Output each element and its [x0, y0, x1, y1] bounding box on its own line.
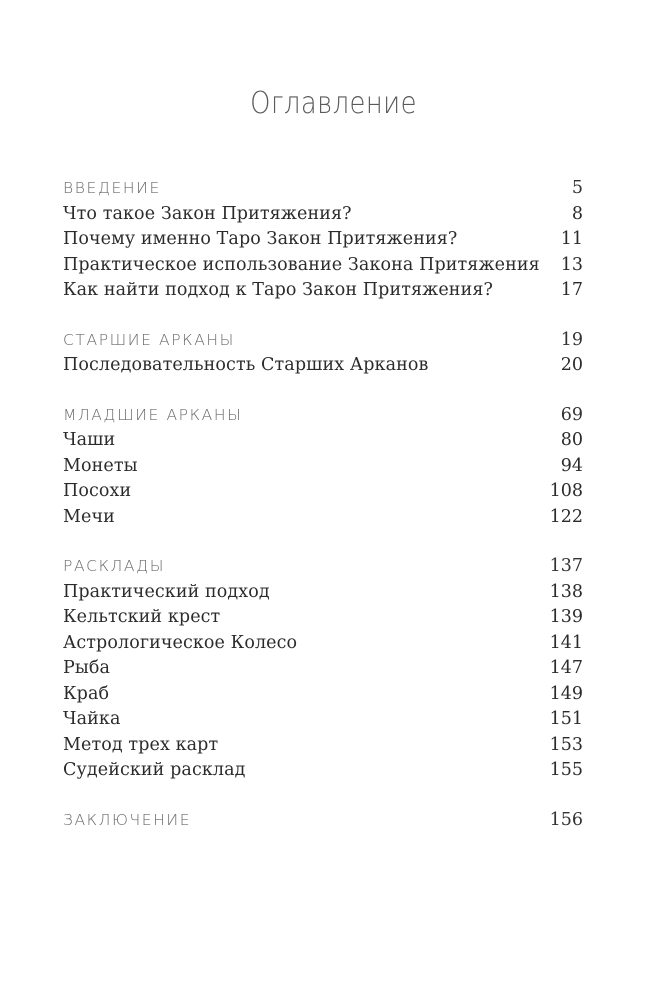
toc-page-number: 122	[549, 506, 583, 527]
toc-section-major-arcana	[63, 328, 583, 379]
toc-section-conclusion	[63, 808, 583, 834]
toc-section-spreads	[63, 554, 583, 784]
toc-entry-label: Краб	[63, 683, 110, 704]
toc-entry	[63, 631, 583, 657]
toc-heading-label: СТАРШИЕ АРКАНЫ	[63, 330, 235, 349]
toc-page-number: 137	[549, 556, 583, 576]
toc-page-number: 151	[549, 709, 583, 729]
toc-entry-label: Чаши	[63, 430, 116, 450]
toc-entry-label: Что такое Закон Притяжения?	[63, 203, 352, 224]
toc-heading	[63, 808, 583, 834]
toc-page-number: 69	[560, 404, 583, 425]
toc-entry-label: Последовательность Старших Арканов	[63, 355, 429, 375]
toc-heading-label: РАСКЛАДЫ	[63, 557, 165, 575]
toc-entry-label: Мечи	[63, 506, 115, 527]
toc-entry	[63, 353, 583, 379]
toc-page-number: 153	[549, 734, 583, 755]
toc-page-number: 156	[549, 809, 583, 830]
toc-page-number: 19	[560, 329, 583, 350]
toc-entry	[63, 505, 583, 531]
toc-page-number: 147	[549, 658, 583, 678]
toc-entry-label: Рыба	[63, 658, 111, 678]
toc-entry	[63, 758, 583, 784]
toc-entry	[63, 227, 583, 253]
toc-entry	[63, 202, 583, 228]
toc-entry-label: Судейский расклад	[63, 760, 246, 780]
toc-entry	[63, 428, 583, 454]
toc-entry	[63, 605, 583, 631]
toc-entry	[63, 278, 583, 304]
toc-page-number: 141	[549, 632, 583, 653]
toc-section-minor-arcana	[63, 403, 583, 531]
toc-entry-label: Почему именно Таро Закон Притяжения?	[63, 229, 458, 249]
toc-entry	[63, 707, 583, 733]
toc-entry-label: Астрологическое Колесо	[63, 632, 298, 653]
toc-entry-label: Чайка	[63, 709, 121, 729]
toc-page-number: 94	[560, 455, 583, 476]
toc-page-number: 80	[560, 430, 583, 450]
toc-page-number: 13	[560, 254, 583, 275]
page-title: Оглавление	[250, 86, 417, 121]
toc-entry	[63, 682, 583, 708]
toc-page-number: 139	[549, 607, 583, 627]
toc-entry	[63, 479, 583, 505]
toc-page-number: 155	[549, 760, 583, 780]
toc-entry-label: Практический подход	[63, 581, 270, 602]
toc-page-number: 108	[549, 481, 583, 501]
toc-heading-label: МЛАДШИЕ АРКАНЫ	[63, 405, 243, 424]
toc-entry-label: Как найти подход к Таро Закон Притяжения?	[63, 280, 493, 300]
toc-page-number: 8	[571, 203, 583, 224]
toc-entry	[63, 656, 583, 682]
table-of-contents	[63, 176, 583, 857]
toc-entry-label: Посохи	[63, 481, 132, 501]
toc-page-number: 11	[560, 229, 583, 249]
toc-entry-label: Метод трех карт	[63, 734, 219, 755]
toc-entry	[63, 253, 583, 279]
toc-entry	[63, 454, 583, 480]
toc-entry	[63, 580, 583, 606]
toc-section-introduction	[63, 176, 583, 304]
toc-heading	[63, 403, 583, 429]
toc-page-number: 138	[549, 581, 583, 602]
toc-entry-label: Кельтский крест	[63, 607, 221, 627]
toc-entry	[63, 733, 583, 759]
toc-heading-label: ВВЕДЕНИЕ	[63, 179, 161, 197]
toc-page-number: 149	[549, 683, 583, 704]
toc-page-number: 5	[571, 178, 583, 198]
toc-entry-label: Практическое использование Закона Притяжения	[63, 254, 540, 275]
toc-heading	[63, 328, 583, 354]
toc-page-number: 20	[560, 355, 583, 375]
toc-heading	[63, 554, 583, 580]
toc-page-number: 17	[560, 280, 583, 300]
toc-heading	[63, 176, 583, 202]
toc-heading-label: ЗАКЛЮЧЕНИЕ	[63, 810, 192, 829]
toc-entry-label: Монеты	[63, 455, 138, 476]
